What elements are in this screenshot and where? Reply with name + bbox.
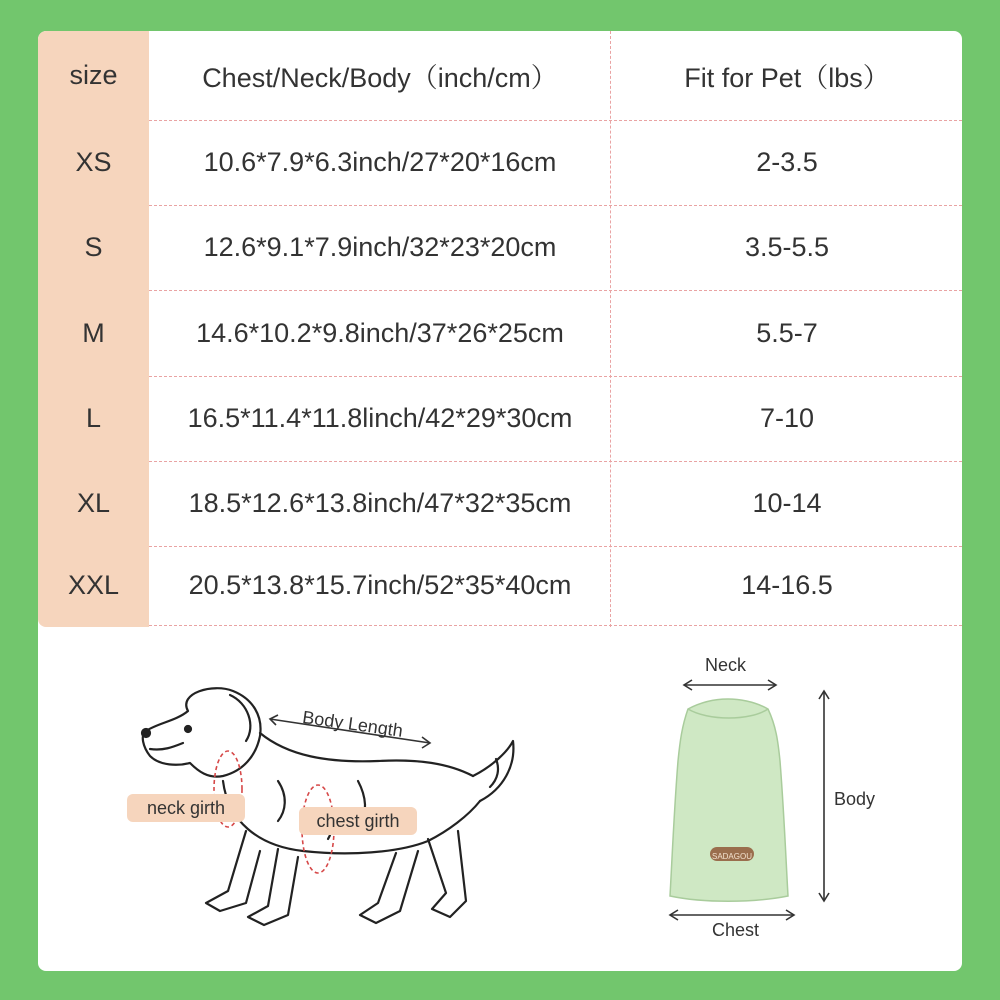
- size-s: S: [84, 232, 103, 262]
- size-m: M: [82, 317, 105, 348]
- measure-xxl: 20.5*13.8*15.7inch/52*35*40cm: [188, 570, 572, 600]
- header-size: size: [69, 60, 118, 90]
- measure-xs: 10.6*7.9*6.3inch/27*20*16cm: [203, 147, 557, 177]
- fit-xs: 2-3.5: [756, 147, 818, 177]
- header-measurements: Chest/Neck/Body（inch/cm）: [202, 63, 558, 93]
- neck-girth-label: neck girth: [127, 794, 245, 822]
- measure-m: 14.6*10.2*9.8inch/37*26*25cm: [196, 317, 564, 348]
- measure-s: 12.6*9.1*7.9inch/32*23*20cm: [203, 232, 557, 262]
- size-xxl: XXL: [67, 570, 120, 600]
- size-xs: XS: [75, 147, 112, 177]
- fit-l: 7-10: [759, 403, 815, 433]
- header-fit: Fit for Pet（lbs）: [684, 63, 890, 93]
- size-l: L: [85, 403, 102, 433]
- shirt-chest-label: Chest: [712, 920, 760, 940]
- chest-girth-label: chest girth: [299, 807, 417, 835]
- shirt-tag-label: SADAGOU: [711, 851, 752, 861]
- shirt-body-label: Body: [834, 789, 876, 809]
- fit-m: 5.5-7: [756, 317, 818, 348]
- fit-s: 3.5-5.5: [744, 232, 830, 262]
- size-chart-card: [38, 31, 962, 971]
- body-length-label: Body Length: [301, 707, 405, 741]
- shirt-illustration: [658, 671, 858, 941]
- measure-xl: 18.5*12.6*13.8inch/47*32*35cm: [188, 488, 572, 518]
- shirt-neck-label: Neck: [705, 655, 747, 675]
- fit-xxl: 14-16.5: [741, 570, 833, 600]
- measure-l: 16.5*11.4*11.8linch/42*29*30cm: [187, 403, 573, 433]
- fit-xl: 10-14: [752, 488, 822, 518]
- row-divider: [149, 625, 962, 626]
- size-xl: XL: [76, 488, 111, 518]
